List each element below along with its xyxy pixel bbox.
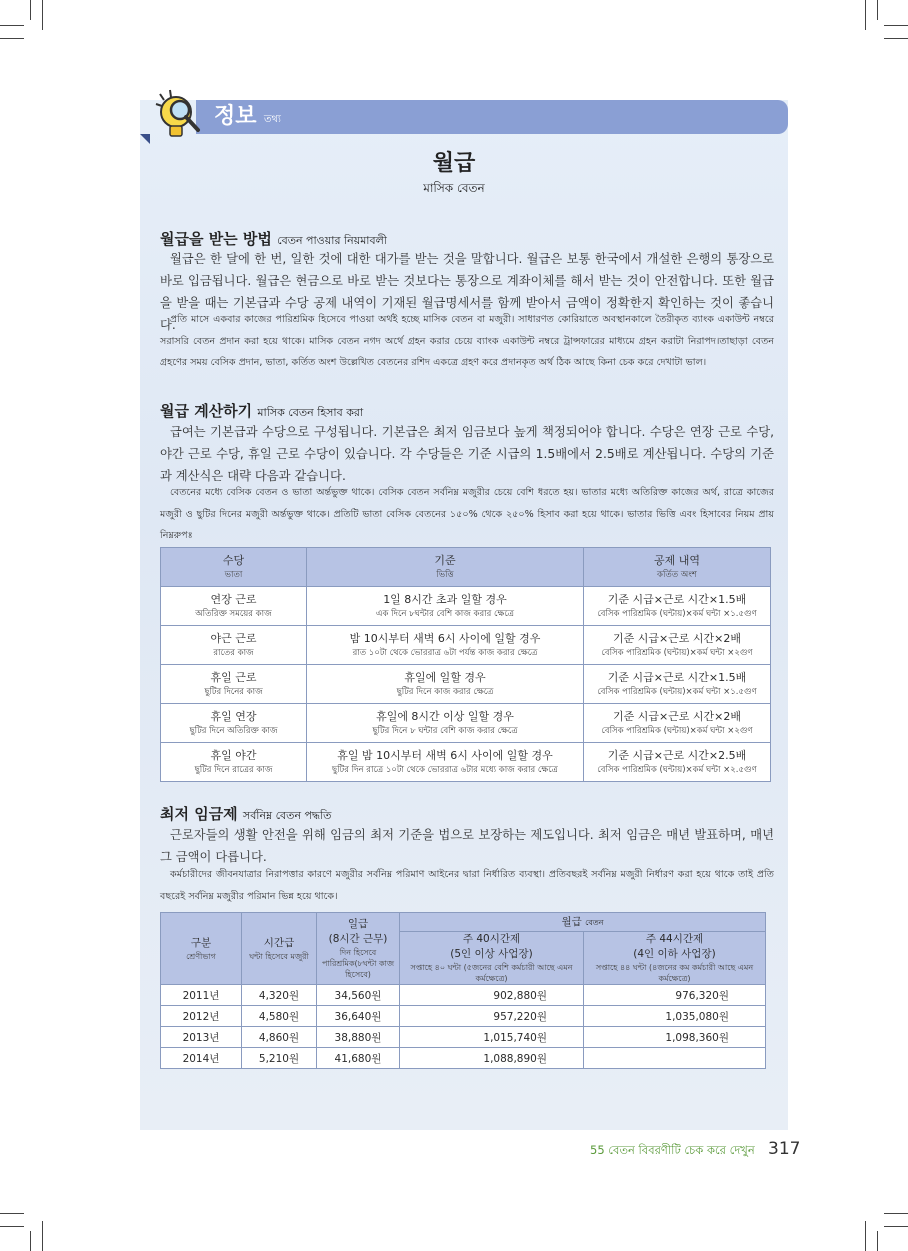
crop-mark <box>0 25 24 26</box>
paragraph-ko: 근로자들의 생활 안전을 위해 임금의 최저 기준을 법으로 보장하는 제도입니다. 최저 임금은 매년 발표하며, 매년 그 금액이 다릅니다. <box>160 828 774 864</box>
section-heading-ko: 최저 임금제 <box>160 805 238 823</box>
table-cell: 휴일에 8시간 이상 일할 경우 ছুটির দিনে ৮ ঘন্টার বেশি কাজ করার ক্ষেত্রে <box>307 704 584 743</box>
table-cell: 4,860원 <box>242 1027 317 1048</box>
table-cell: 2014년 <box>161 1048 242 1069</box>
paragraph-ko: 급여는 기본급과 수당으로 구성됩니다. 기본급은 최저 임금보다 높게 책정되어야 합니다. 수당은 연장 근로 수당, 야간 근로 수당, 휴일 근로 수당이 있습니다. 각 수당들은 기준 시급의 1.5배에서 2.5배로 계산됩니다. 수당의 기준과 계산식은 대략 다음과 같습니다. <box>160 425 774 483</box>
table-cell: 기준 시급×근로 시간×2배 বেসিক পারিশ্রমিক (ঘন্টায়)×কর্ম ঘন্টা ×২গুণ <box>584 626 771 665</box>
section-heading-bn: মাসিক বেতন হিসাব করা <box>257 406 364 419</box>
section-heading-bn: বেতন পাওয়ার নিয়মাবলী <box>277 234 387 247</box>
table-cell: 5,210원 <box>242 1048 317 1069</box>
lightbulb-magnifier-icon <box>150 88 206 144</box>
crop-mark <box>0 1213 24 1214</box>
table-cell: 연장 근로 অতিরিক্ত সময়ের কাজ <box>161 587 307 626</box>
table-cell: 4,580원 <box>242 1006 317 1027</box>
page-title: 월급 <box>432 151 476 176</box>
table-cell: 휴일 근로 ছুটির দিনের কাজ <box>161 665 307 704</box>
table-cell: 휴일 야간 ছুটির দিনে রাত্রের কাজ <box>161 743 307 782</box>
banner-subtitle: তথ্য <box>264 114 281 125</box>
page-subtitle: মাসিক বেতন <box>423 181 485 195</box>
paragraph-bn: কর্মচারীদের জীবনযাত্রার নিরাপত্তার কারণে মজুরীর সর্বনিম্ন পরিমাণ আইনের দ্বারা নির্ধারিত ব্যবস্থা। প্রতিবছরই সর্বনিম্ন মজুরী নির্ধারণ করা হয়ে থাকে তাই প্রতি বছরেই সর্বনিম্ন মজুরীর পরিমান ভিন্ন হয়ে থাকে। <box>160 869 774 902</box>
banner-title: 정보 <box>214 104 257 129</box>
table-header: 월급 বেতন <box>400 913 766 932</box>
table-cell: 2013년 <box>161 1027 242 1048</box>
section-heading-ko: 월급 계산하기 <box>160 402 253 420</box>
crop-mark <box>42 0 43 30</box>
table-row <box>161 1048 766 1069</box>
crop-mark <box>865 1221 866 1251</box>
table-cell: 휴일 밤 10시부터 새벽 6시 사이에 일할 경우 ছুটির দিন রাত্রে ১০টা থেকে ভোররাত্র ৬টার মধ্যে কাজ করার ক্ষেত্রে <box>307 743 584 782</box>
banner-fold <box>140 134 150 144</box>
table-cell: 34,560원 <box>317 985 400 1006</box>
table-header: 기준 ভিত্তি <box>307 548 584 587</box>
table-cell: 기준 시급×근로 시간×1.5배 বেসিক পারিশ্রমিক (ঘন্টায়)×কর্ম ঘন্টা ×১.৫গুণ <box>584 665 771 704</box>
table-header: 구분 শ্রেণীভাগ <box>161 913 242 985</box>
table-cell: 957,220원 <box>400 1006 584 1027</box>
crop-mark <box>30 1231 31 1251</box>
table-header: 시간급 ঘন্টা হিসেবে মজুরী <box>242 913 317 985</box>
table-cell: 밤 10시부터 새벽 6시 사이에 일할 경우 রাত ১০টা থেকে ভোররাত্র ৬টা পর্যন্ত কাজ করার ক্ষেত্রে <box>307 626 584 665</box>
table-header: 주 40시간제 (5인 이상 사업장) সপ্তাহে ৪০ ঘন্টা (৫জনের বেশি কর্মচারী আছে এমন কর্মক্ষেত্রে) <box>400 932 584 985</box>
table-cell: 기준 시급×근로 시간×2.5배 বেসিক পারিশ্রমিক (ঘন্টায়)×কর্ম ঘন্টা ×২.৫গুণ <box>584 743 771 782</box>
table-cell: 976,320원 <box>584 985 766 1006</box>
section-heading-bn: সর্বনিম্ন বেতন পদ্ধতি <box>242 809 332 822</box>
crop-mark <box>865 0 866 30</box>
table-header-row <box>161 548 771 587</box>
table-row <box>161 985 766 1006</box>
table-cell: 2012년 <box>161 1006 242 1027</box>
table-cell: 1,035,080원 <box>584 1006 766 1027</box>
table-cell <box>584 1048 766 1069</box>
table-cell: 41,680원 <box>317 1048 400 1069</box>
section-heading <box>160 400 363 423</box>
table-cell: 휴일 연장 ছুটির দিনে অতিরিক্ত কাজ <box>161 704 307 743</box>
info-banner <box>196 100 788 134</box>
crop-mark <box>0 1226 24 1227</box>
minimum-wage-table <box>160 912 766 1069</box>
section-heading-ko: 월급을 받는 방법 <box>160 230 272 248</box>
page-number: 317 <box>768 1139 801 1159</box>
table-cell: 야근 근로 রাতের কাজ <box>161 626 307 665</box>
table-cell: 902,880원 <box>400 985 584 1006</box>
table-header: 수당 ভাতা <box>161 548 307 587</box>
crop-mark <box>884 25 908 26</box>
table-cell: 36,640원 <box>317 1006 400 1027</box>
table-cell: 기준 시급×근로 시간×2배 বেসিক পারিশ্রমিক (ঘন্টায়)×কর্ম ঘন্টা ×২গুণ <box>584 704 771 743</box>
table-row <box>161 1027 766 1048</box>
paragraph-ko: 월급은 한 달에 한 번, 일한 것에 대한 대가를 받는 것을 말합니다. 월급은 보통 한국에서 개설한 은행의 통장으로 바로 입금됩니다. 월급은 현금으로 바로 받는 것보다는 통장으로 계좌이체를 해서 받는 것이 안전합니다. 또한 월급을 받을 때는 기본급과 수당 공제 내역이 기재된 월급명세서를 함께 받아서 금액이 정확한지 확인하는 것이 좋습니다. <box>160 252 774 332</box>
crop-mark <box>30 0 31 20</box>
allowance-table <box>160 547 771 782</box>
crop-mark <box>42 1221 43 1251</box>
table-header: 주 44시간제 (4인 이하 사업장) সপ্তাহে ৪৪ ঘন্টা (৪জনের কম কর্মচারী আছে এমন কর্মক্ষেত্রে) <box>584 932 766 985</box>
table-row <box>161 704 771 743</box>
table-row <box>161 665 771 704</box>
table-cell: 1일 8시간 초과 일할 경우 এক দিনে ৮ঘন্টার বেশি কাজ করার ক্ষেত্রে <box>307 587 584 626</box>
section-heading <box>160 803 331 826</box>
paragraph-bn: বেতনের মধ্যে বেসিক বেতন ও ভাতা অর্ন্তভুক্ত থাকে। বেসিক বেতন সর্বনিম্ন মজুরীর চেয়ে বেশি ধরতে হয়। ভাতার মধ্যে অতিরিক্ত কাজের অর্থ, রাত্রে কাজের মজুরী ও ছুটির দিনের মজুরী অর্ন্তভুক্ত থাকে। প্রতিটি ভাতা বেসিক বেতনের ১৫০% থেকে ২৫০% হিসাব করা হয়ে থাকে। ভাতার ভিত্তি এবং হিসাবের নিয়ম প্রায় নিম্নরুপঃ <box>160 487 774 541</box>
crop-mark <box>884 1226 908 1227</box>
table-cell: 2011년 <box>161 985 242 1006</box>
table-row <box>161 626 771 665</box>
table-row <box>161 743 771 782</box>
table-cell: 기준 시급×근로 시간×1.5배 বেসিক পারিশ্রমিক (ঘন্টায়)×কর্ম ঘন্টা ×১.৫গুণ <box>584 587 771 626</box>
table-cell: 1,088,890원 <box>400 1048 584 1069</box>
paragraph-bn: প্রতি মাসে একবার কাজের পারিশ্রমিক হিসেবে পাওয়া অর্থই হচ্ছে মাসিক বেতন বা মজুরী। সাধারণত কোরিয়াতে অবস্থানকালে তৈরীকৃত ব্যাংক একাউন্ট নম্বরে সরাসরি বেতন প্রদান করা হয়ে থাকে। মাসিক বেতন নগদ অর্থে গ্রহন করার চেয়ে ব্যাংক একাউন্ট নম্বরে ট্রান্সফারের মাধ্যমে গ্রহন করাটা নিরাপদ।তাছাড়া বেতন গ্রহণের সময় বেসিক প্রদান, ভাতা, কর্তিত অংশ উল্লেখিত বেতনের রশিদ একত্রে গ্রহণ করে প্রদানকৃত অর্থ ঠিক আছে কিনা চেক করে দেখাটা ভাল। <box>160 314 774 368</box>
table-header-row <box>161 913 766 932</box>
crop-mark <box>884 38 908 39</box>
table-header: 공제 내역 কর্তিত অংশ <box>584 548 771 587</box>
crop-mark <box>877 1231 878 1251</box>
crop-mark <box>877 0 878 20</box>
table-row <box>161 1006 766 1027</box>
table-cell: 38,880원 <box>317 1027 400 1048</box>
table-cell: 1,015,740원 <box>400 1027 584 1048</box>
table-cell: 4,320원 <box>242 985 317 1006</box>
footer-chapter: 55 বেতন বিবরণীটি চেক করে দেখুন <box>590 1143 755 1157</box>
crop-mark <box>884 1213 908 1214</box>
table-cell: 휴일에 일할 경우 ছুটির দিনে কাজ করার ক্ষেত্রে <box>307 665 584 704</box>
table-cell: 1,098,360원 <box>584 1027 766 1048</box>
crop-mark <box>0 38 24 39</box>
table-header: 일급 (8시간 근무) দিন হিসেবে পারিশ্রমিক(৮ঘন্টা কাজ হিসেবে) <box>317 913 400 985</box>
table-row <box>161 587 771 626</box>
